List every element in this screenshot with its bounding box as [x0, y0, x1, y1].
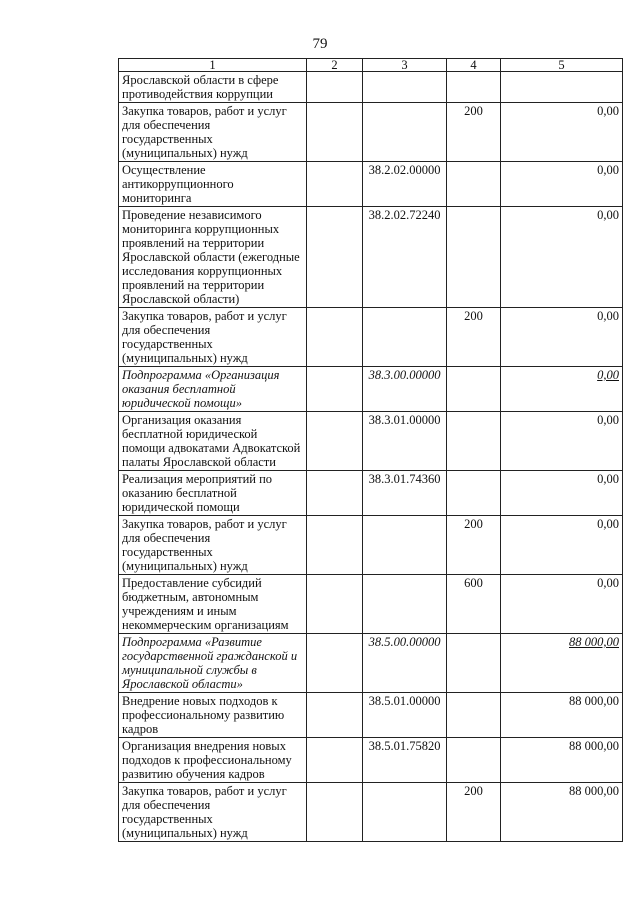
row-name-cell: Подпрограмма «Развитие государственной гражданской и муниципальной службы в Ярославской области» [119, 634, 307, 693]
row-code-cell [363, 72, 447, 103]
column-header-1: 1 [119, 59, 307, 72]
row-code-cell [363, 308, 447, 367]
row-column2-cell [307, 634, 363, 693]
row-code-cell [363, 575, 447, 634]
row-name-cell: Проведение независимого мониторинга коррупционных проявлений на территории Ярославской области (ежегодные исследования коррупционных проявлений на территории Ярославской области) [119, 207, 307, 308]
row-code-cell: 38.3.01.74360 [363, 471, 447, 516]
row-name-cell: Осуществление антикоррупционного мониторинга [119, 162, 307, 207]
row-name-cell: Ярославской области в сфере противодействия коррупции [119, 72, 307, 103]
page-number: 79 [312, 36, 328, 52]
table-row [119, 412, 623, 471]
column-header-4: 4 [447, 59, 501, 72]
row-column2-cell [307, 162, 363, 207]
table-row [119, 162, 623, 207]
row-code-cell [363, 783, 447, 842]
row-amount-cell: 0,00 [501, 103, 623, 162]
row-code-cell: 38.3.01.00000 [363, 412, 447, 471]
table-row [119, 367, 623, 412]
table-row [119, 516, 623, 575]
row-name-cell: Подпрограмма «Организация оказания бесплатной юридической помощи» [119, 367, 307, 412]
row-code-cell: 38.2.02.72240 [363, 207, 447, 308]
column-header-3: 3 [363, 59, 447, 72]
row-expense-type-cell [447, 412, 501, 471]
table-row [119, 308, 623, 367]
row-name-cell: Организация оказания бесплатной юридической помощи адвокатами Адвокатской палаты Ярославской области [119, 412, 307, 471]
row-amount-cell: 88 000,00 [501, 634, 623, 693]
row-expense-type-cell: 200 [447, 516, 501, 575]
row-expense-type-cell [447, 72, 501, 103]
row-amount-cell: 0,00 [501, 162, 623, 207]
row-code-cell: 38.3.00.00000 [363, 367, 447, 412]
table-row [119, 471, 623, 516]
row-amount-cell: 88 000,00 [501, 738, 623, 783]
row-name-cell: Закупка товаров, работ и услуг для обеспечения государственных (муниципальных) нужд [119, 308, 307, 367]
row-column2-cell [307, 367, 363, 412]
row-expense-type-cell: 200 [447, 308, 501, 367]
table-row [119, 783, 623, 842]
row-name-cell: Предоставление субсидий бюджетным, автономным учреждениям и иным некоммерческим организациям [119, 575, 307, 634]
row-expense-type-cell [447, 367, 501, 412]
row-column2-cell [307, 207, 363, 308]
row-expense-type-cell [447, 162, 501, 207]
row-code-cell: 38.5.01.00000 [363, 693, 447, 738]
row-expense-type-cell [447, 207, 501, 308]
row-name-cell: Закупка товаров, работ и услуг для обеспечения государственных (муниципальных) нужд [119, 783, 307, 842]
table-row [119, 72, 623, 103]
row-column2-cell [307, 412, 363, 471]
row-expense-type-cell: 200 [447, 783, 501, 842]
row-name-cell: Закупка товаров, работ и услуг для обеспечения государственных (муниципальных) нужд [119, 103, 307, 162]
row-amount-cell: 0,00 [501, 471, 623, 516]
table-row [119, 738, 623, 783]
row-amount-cell: 0,00 [501, 367, 623, 412]
row-expense-type-cell [447, 634, 501, 693]
row-code-cell [363, 103, 447, 162]
row-column2-cell [307, 516, 363, 575]
table-row [119, 207, 623, 308]
row-expense-type-cell: 600 [447, 575, 501, 634]
row-column2-cell [307, 575, 363, 634]
row-amount-cell: 0,00 [501, 207, 623, 308]
row-expense-type-cell [447, 471, 501, 516]
row-name-cell: Закупка товаров, работ и услуг для обеспечения государственных (муниципальных) нужд [119, 516, 307, 575]
row-amount-cell: 0,00 [501, 516, 623, 575]
row-amount-cell: 0,00 [501, 412, 623, 471]
row-code-cell: 38.5.01.75820 [363, 738, 447, 783]
row-expense-type-cell [447, 693, 501, 738]
row-column2-cell [307, 103, 363, 162]
row-column2-cell [307, 308, 363, 367]
row-column2-cell [307, 783, 363, 842]
table-header-row [119, 59, 623, 72]
table-row [119, 103, 623, 162]
row-amount-cell: 88 000,00 [501, 693, 623, 738]
column-header-2: 2 [307, 59, 363, 72]
row-column2-cell [307, 72, 363, 103]
row-amount-cell: 0,00 [501, 575, 623, 634]
table-row [119, 693, 623, 738]
row-code-cell: 38.2.02.00000 [363, 162, 447, 207]
budget-table [118, 58, 623, 842]
column-header-5: 5 [501, 59, 623, 72]
row-name-cell: Внедрение новых подходов к профессиональному развитию кадров [119, 693, 307, 738]
row-code-cell: 38.5.00.00000 [363, 634, 447, 693]
row-column2-cell [307, 471, 363, 516]
row-expense-type-cell: 200 [447, 103, 501, 162]
row-column2-cell [307, 738, 363, 783]
table-row [119, 575, 623, 634]
row-name-cell: Реализация мероприятий по оказанию бесплатной юридической помощи [119, 471, 307, 516]
row-amount-cell: 88 000,00 [501, 783, 623, 842]
row-column2-cell [307, 693, 363, 738]
row-amount-cell: 0,00 [501, 308, 623, 367]
row-expense-type-cell [447, 738, 501, 783]
table-row [119, 634, 623, 693]
row-name-cell: Организация внедрения новых подходов к профессиональному развитию обучения кадров [119, 738, 307, 783]
row-code-cell [363, 516, 447, 575]
row-amount-cell [501, 72, 623, 103]
